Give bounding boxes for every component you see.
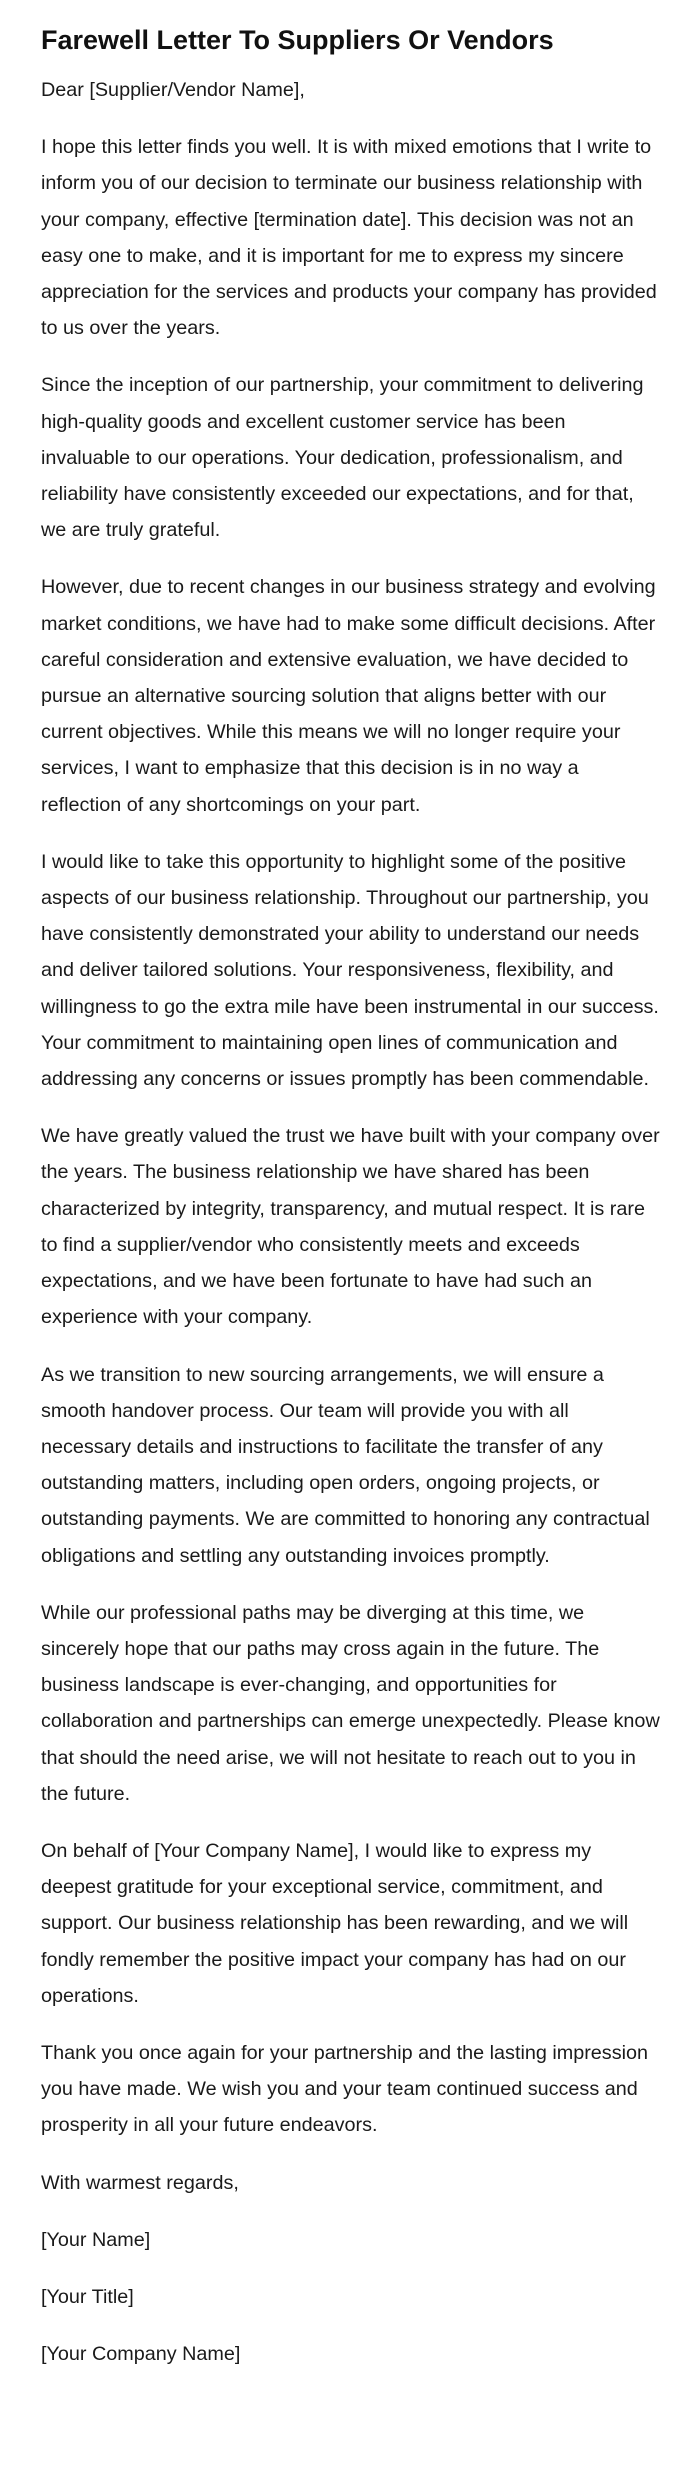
- signature-title: [Your Title]: [41, 2285, 134, 2308]
- body-paragraph-2: Since the inception of our partnership, your commitment to delivering high-quality goods and excellent customer service has been invaluable to our operations. Your dedication, professionalism, and reliability have consistently exceeded our expectations, and for that, we are truly grateful.: [41, 374, 644, 542]
- closing: With warmest regards,: [41, 2171, 239, 2194]
- body-paragraph-1: I hope this letter finds you well. It is with mixed emotions that I write to inform you of our decision to terminate our business relationship with your company, effective [termination date]. This decision was not an easy one to make, and it is important for me to express my sincere appreciation for the services and products your company has provided to us over the years.: [41, 136, 657, 340]
- body-paragraph-5: We have greatly valued the trust we have built with your company over the years. The business relationship we have shared has been characterized by integrity, transparency, and mutual respect. It is rare to find a supplier/vendor who consistently meets and exceeds expectations, and we have been fortunate to have had such an experience with your company.: [41, 1125, 660, 1329]
- body-paragraph-3: However, due to recent changes in our business strategy and evolving market conditions, we have had to make some difficult decisions. After careful consideration and extensive evaluation, we have decided to pursue an alternative sourcing solution that aligns better with our current objectives. While this means we will no longer require your services, I want to emphasize that this decision is in no way a reflection of any shortcomings on your part.: [41, 576, 656, 816]
- body-paragraph-7: While our professional paths may be diverging at this time, we sincerely hope that our paths may cross again in the future. The business landscape is ever-changing, and opportunities for collaboration and partnerships can emerge unexpectedly. Please know that should the need arise, we will not hesitate to reach out to you in the future.: [41, 1601, 660, 1805]
- signature-company: [Your Company Name]: [41, 2343, 241, 2366]
- body-paragraph-9: Thank you once again for your partnership and the lasting impression you have made. We wish you and your team continued success and prosperity in all your future endeavors.: [41, 2041, 648, 2137]
- page-title: Farewell Letter To Suppliers Or Vendors: [41, 25, 554, 55]
- body-paragraph-6: As we transition to new sourcing arrangements, we will ensure a smooth handover process. Our team will provide you with all necessary details and instructions to facilitate the transfer of any outstanding matters, including open orders, ongoing projects, or outstanding payments. We are committed to honoring any contractual obligations and settling any outstanding invoices promptly.: [41, 1363, 650, 1567]
- greeting: Dear [Supplier/Vendor Name],: [41, 79, 305, 101]
- body-paragraph-4: I would like to take this opportunity to highlight some of the positive aspects of our business relationship. Throughout our partnership, you have consistently demonstrated your ability to understand our needs and deliver tailored solutions. Your responsiveness, flexibility, and willingness to go the extra mile have been instrumental in our success. Your commitment to maintaining open lines of communication and addressing any concerns or issues promptly has been commendable.: [41, 850, 659, 1091]
- signature-name: [Your Name]: [41, 2228, 151, 2251]
- body-paragraph-8: On behalf of [Your Company Name], I would like to express my deepest gratitude for your exceptional service, commitment, and support. Our business relationship has been rewarding, and we will fondly remember the positive impact your company has had on our operations.: [41, 1839, 629, 2007]
